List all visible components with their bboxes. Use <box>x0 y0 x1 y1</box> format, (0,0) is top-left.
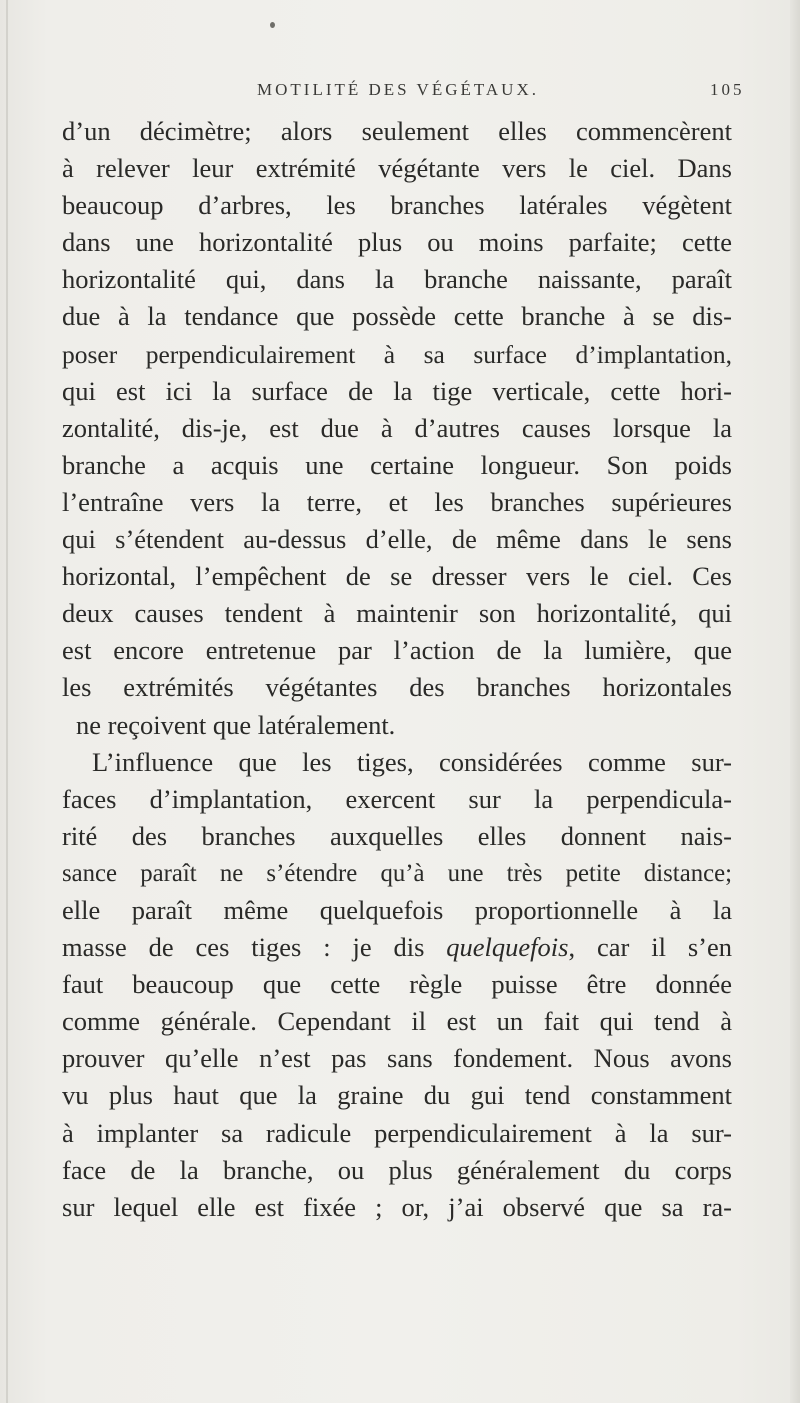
text-line: face de la branche, ou plus généralement du corps <box>62 1154 732 1185</box>
text-line: horizontalité qui, dans la branche naissante, paraît <box>62 264 732 295</box>
page-left-edge <box>6 0 8 1403</box>
text-line: qui s’étendent au-dessus d’elle, de même dans le sens <box>62 524 732 555</box>
text-line: poser perpendiculairement à sa surface d’implantation, <box>62 339 732 369</box>
text-line: d’un décimètre; alors seulement elles commencèrent <box>62 116 732 146</box>
text-line-italic <box>62 929 732 966</box>
text-line: l’entraîne vers la terre, et les branches supérieures <box>62 486 732 517</box>
page-right-edge <box>790 0 800 1403</box>
text-line: sur lequel elle est fixée ; or, j’ai observé que sa ra- <box>62 1191 732 1222</box>
text-line: à relever leur extrémité végétante vers le ciel. Dans <box>62 153 732 184</box>
text-line: faut beaucoup que cette règle puisse être donnée <box>62 969 732 1000</box>
text-line: horizontal, l’empêchent de se dresser vers le ciel. Ces <box>62 561 732 592</box>
text-span: , car il s’en <box>568 932 732 963</box>
text-line: L’influence que les tiges, considérées comme sur- <box>92 746 732 777</box>
italic-word: quelquefois <box>446 932 569 963</box>
text-line: ne reçoivent que latéralement. <box>76 709 396 740</box>
text-line: dans une horizontalité plus ou moins parfaite; cette <box>62 227 732 258</box>
text-line: due à la tendance que possède cette branche à se dis- <box>62 301 732 332</box>
text-line: vu plus haut que la graine du gui tend constamment <box>62 1080 732 1111</box>
body-text <box>62 113 732 1226</box>
page-header <box>0 75 800 105</box>
text-line: rité des branches auxquelles elles donnent nais- <box>62 820 732 851</box>
text-line: beaucoup d’arbres, les branches latérales végètent <box>62 190 732 221</box>
text-line: comme générale. Cependant il est un fait qui tend à <box>62 1006 732 1037</box>
text-span: masse de ces tiges : je dis <box>62 932 447 963</box>
text-line: elle paraît même quelquefois proportionnelle à la <box>62 894 732 925</box>
text-line: deux causes tendent à maintenir son horizontalité, qui <box>62 598 732 629</box>
text-line: zontalité, dis-je, est due à d’autres causes lorsque la <box>62 412 732 443</box>
text-line: est encore entretenue par l’action de la lumière, que <box>62 635 732 666</box>
text-line: sance paraît ne s’étendre qu’à une très petite distance; <box>62 859 732 887</box>
running-head: MOTILITÉ DES VÉGÉTAUX. <box>257 80 539 99</box>
ink-speck <box>270 22 275 28</box>
text-line: branche a acquis une certaine longueur. Son poids <box>62 449 732 480</box>
text-line: faces d’implantation, exercent sur la perpendicula- <box>62 783 732 814</box>
text-line: qui est ici la surface de la tige verticale, cette hori- <box>62 375 732 406</box>
page-number: 105 <box>710 80 745 99</box>
text-line: les extrémités végétantes des branches horizontales <box>62 672 732 703</box>
text-line: à implanter sa radicule perpendiculairement à la sur- <box>62 1117 732 1148</box>
text-line: prouver qu’elle n’est pas sans fondement. Nous avons <box>62 1043 732 1074</box>
